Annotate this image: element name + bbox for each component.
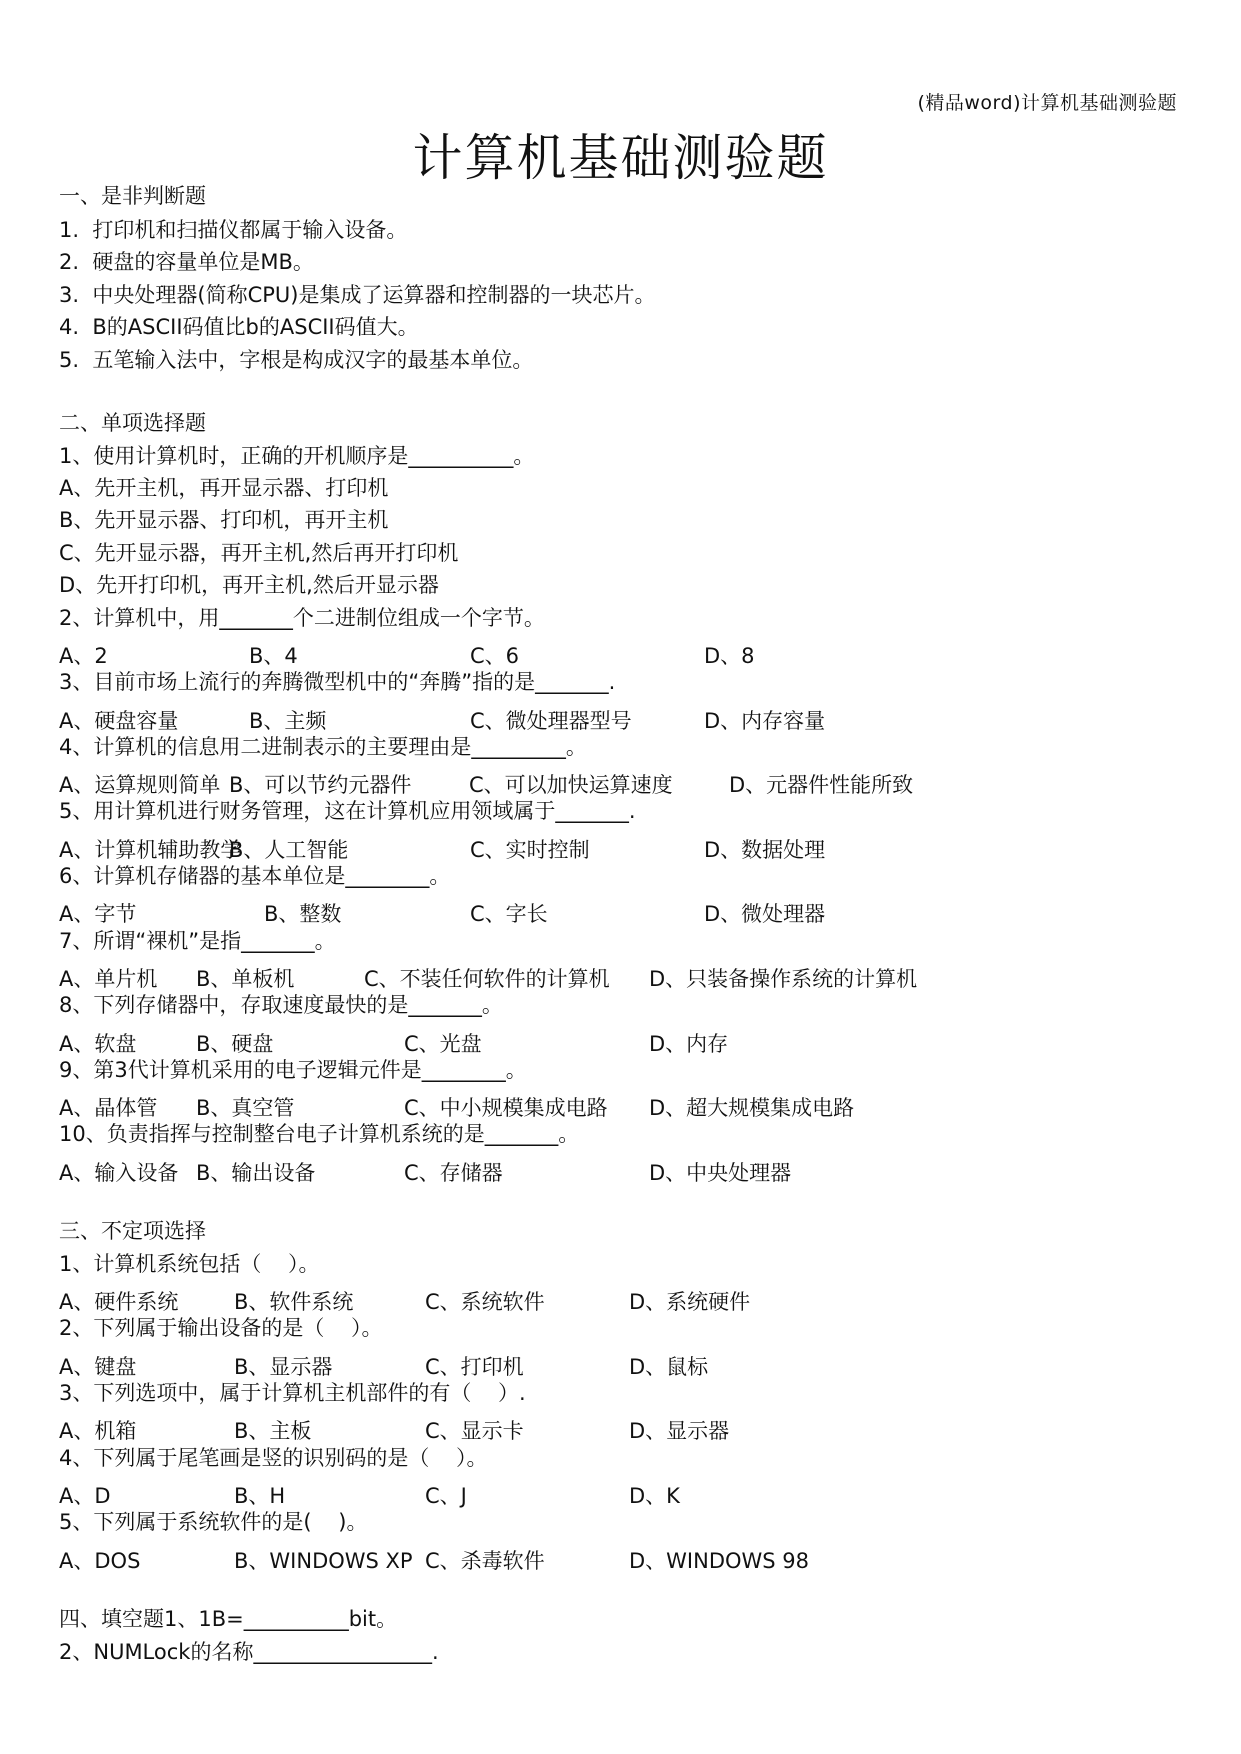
option: C、字长 (470, 902, 548, 926)
option: B、输出设备 (196, 1161, 316, 1185)
fill-question-1: 四、填空题1、1B=__________bit。 (59, 1607, 398, 1631)
option: B、主板 (234, 1419, 312, 1443)
mc-q2-options (59, 1351, 1179, 1379)
option: C、中小规模集成电路 (404, 1096, 608, 1120)
option: A、单片机 (59, 967, 158, 991)
sc-question-5: 5、用计算机进行财务管理，这在计算机应用领域属于_______. (59, 799, 636, 823)
sc-question-6: 6、计算机存储器的基本单位是________。 (59, 864, 451, 888)
sc-question-7: 7、所谓“裸机”是指_______。 (59, 929, 336, 953)
sc-q1-option-b: B、先开显示器、打印机，再开主机 (59, 508, 389, 532)
option: B、整数 (264, 902, 342, 926)
option: C、显示卡 (425, 1419, 524, 1443)
mc-question-3: 3、下列选项中，属于计算机主机部件的有（ ）. (59, 1381, 526, 1405)
sc-q7-options (59, 963, 1179, 991)
page-title: 计算机基础测验题 (412, 129, 829, 187)
option: C、6 (470, 644, 520, 668)
mc-question-4: 4、下列属于尾笔画是竖的识别码的是（ ）。 (59, 1446, 488, 1470)
option: D、元器件性能所致 (729, 773, 914, 797)
option: B、硬盘 (196, 1032, 274, 1056)
mc-q3-options (59, 1415, 1179, 1443)
option: D、系统硬件 (629, 1290, 751, 1314)
sc-q3-options (59, 705, 1179, 733)
option: C、光盘 (404, 1032, 482, 1056)
tf-item-1: 1. 打印机和扫描仪都属于输入设备。 (59, 218, 408, 242)
mc-q4-options (59, 1480, 1179, 1508)
sc-q1-option-d: D、先开打印机，再开主机,然后开显示器 (59, 573, 439, 597)
page-header: (精品word)计算机基础测验题 (917, 92, 1177, 114)
option: D、中央处理器 (649, 1161, 792, 1185)
option: D、K (629, 1484, 680, 1508)
option: D、内存容量 (704, 709, 826, 733)
option: C、J (425, 1484, 467, 1508)
option: B、真空管 (196, 1096, 295, 1120)
mc-question-1: 1、计算机系统包括（ ）。 (59, 1252, 320, 1276)
sc-q1-option-c: C、先开显示器，再开主机,然后再开打印机 (59, 541, 459, 565)
option: C、杀毒软件 (425, 1549, 545, 1573)
option: B、可以节约元器件 (229, 773, 412, 797)
sc-q10-options (59, 1157, 1179, 1185)
option: A、软盘 (59, 1032, 137, 1056)
option: A、硬盘容量 (59, 709, 179, 733)
option: B、主频 (249, 709, 327, 733)
option: D、WINDOWS 98 (629, 1549, 810, 1573)
fill-question-2: 2、NUMLock的名称_________________. (59, 1640, 439, 1664)
option: A、计算机辅助教学 (59, 838, 242, 862)
option: D、微处理器 (704, 902, 826, 926)
sc-q5-options (59, 834, 1179, 862)
option: A、机箱 (59, 1419, 137, 1443)
mc-q5-options (59, 1545, 1179, 1573)
option: C、可以加快运算速度 (469, 773, 673, 797)
option: A、字节 (59, 902, 137, 926)
sc-q9-options (59, 1092, 1179, 1120)
sc-question-4: 4、计算机的信息用二进制表示的主要理由是_________。 (59, 735, 587, 759)
tf-item-3: 3. 中央处理器(简称CPU)是集成了运算器和控制器的一块芯片。 (59, 283, 656, 307)
option: B、WINDOWS XP (234, 1549, 413, 1573)
mc-q1-options (59, 1286, 1179, 1314)
tf-item-4: 4. B的ASCII码值比b的ASCII码值大。 (59, 315, 419, 339)
sc-question-10: 10、负责指挥与控制整台电子计算机系统的是_______。 (59, 1122, 580, 1146)
sc-q6-options (59, 898, 1179, 926)
option: B、软件系统 (234, 1290, 354, 1314)
option: A、硬件系统 (59, 1290, 179, 1314)
option: B、H (234, 1484, 286, 1508)
sc-question-3: 3、目前市场上流行的奔腾微型机中的“奔腾”指的是_______. (59, 670, 616, 694)
option: B、人工智能 (229, 838, 349, 862)
option: B、单板机 (196, 967, 295, 991)
section-heading-multi-choice: 三、不定项选择 (59, 1219, 206, 1243)
mc-question-5: 5、下列属于系统软件的是( )。 (59, 1510, 368, 1534)
option: A、晶体管 (59, 1096, 158, 1120)
option: B、4 (249, 644, 298, 668)
tf-item-5: 5. 五笔输入法中，字根是构成汉字的最基本单位。 (59, 348, 534, 372)
sc-question-1: 1、使用计算机时，正确的开机顺序是__________。 (59, 444, 535, 468)
option: D、超大规模集成电路 (649, 1096, 855, 1120)
option: C、打印机 (425, 1355, 524, 1379)
sc-q8-options (59, 1028, 1179, 1056)
sc-q1-option-a: A、先开主机，再开显示器、打印机 (59, 476, 389, 500)
option: C、不装任何软件的计算机 (364, 967, 610, 991)
sc-q2-options (59, 640, 1179, 668)
sc-question-9: 9、第3代计算机采用的电子逻辑元件是________。 (59, 1058, 527, 1082)
option: D、数据处理 (704, 838, 826, 862)
option: A、D (59, 1484, 111, 1508)
option: C、存储器 (404, 1161, 503, 1185)
option: A、2 (59, 644, 108, 668)
option: D、内存 (649, 1032, 729, 1056)
option: D、显示器 (629, 1419, 730, 1443)
option: A、DOS (59, 1549, 141, 1573)
option: C、实时控制 (470, 838, 590, 862)
section-heading-single-choice: 二、单项选择题 (59, 411, 206, 435)
sc-question-2: 2、计算机中，用_______个二进制位组成一个字节。 (59, 606, 545, 630)
option: B、显示器 (234, 1355, 333, 1379)
section-heading-true-false: 一、是非判断题 (59, 184, 206, 208)
option: C、微处理器型号 (470, 709, 632, 733)
option: A、键盘 (59, 1355, 137, 1379)
option: A、输入设备 (59, 1161, 179, 1185)
mc-question-2: 2、下列属于输出设备的是（ ）。 (59, 1316, 383, 1340)
option: D、8 (704, 644, 755, 668)
option: D、鼠标 (629, 1355, 709, 1379)
tf-item-2: 2. 硬盘的容量单位是MB。 (59, 250, 314, 274)
sc-question-8: 8、下列存储器中，存取速度最快的是_______。 (59, 993, 503, 1017)
option: D、只装备操作系统的计算机 (649, 967, 918, 991)
sc-q4-options (59, 769, 1179, 797)
option: A、运算规则简单 (59, 773, 221, 797)
option: C、系统软件 (425, 1290, 545, 1314)
